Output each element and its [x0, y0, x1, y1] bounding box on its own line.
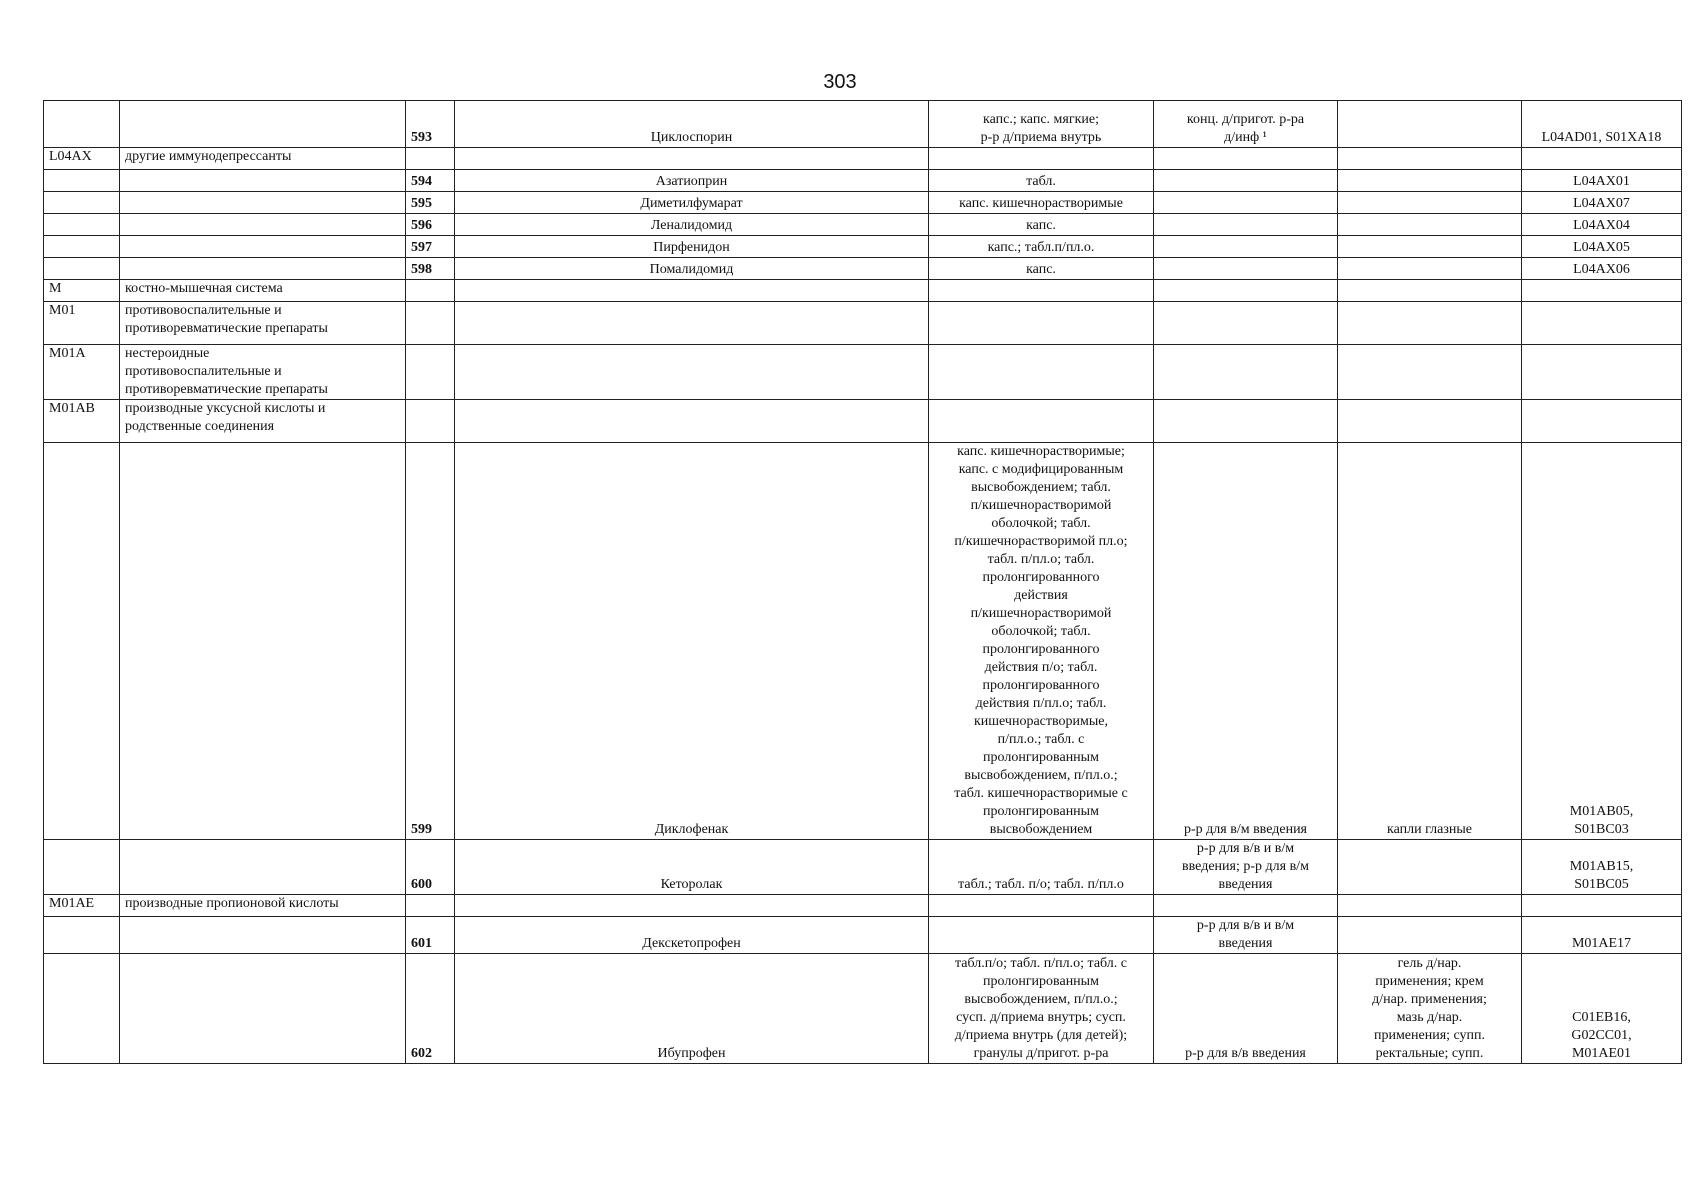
atc-codes [1522, 840, 1682, 895]
atc-group-code [44, 170, 120, 192]
dosage-forms-oral-line: высвобождением; табл. [971, 480, 1111, 495]
group-name-line: противоревматические препараты [125, 321, 328, 336]
group-name-line: противовоспалительные и [125, 303, 282, 318]
table-row [44, 101, 1682, 148]
dosage-forms-other-line: гель д/нар. [1397, 956, 1462, 971]
dosage-forms-oral-line: табл. п/пл.о; табл. [987, 552, 1095, 567]
item-number [406, 345, 455, 400]
dosage-forms-other [1338, 840, 1522, 895]
dosage-forms-oral [929, 148, 1154, 170]
atc-codes [1522, 258, 1682, 280]
dosage-forms-injection [1154, 840, 1338, 895]
drug-table [43, 100, 1682, 1064]
dosage-forms-injection [1154, 280, 1338, 302]
dosage-forms-oral-line: табл. [1026, 174, 1056, 189]
dosage-forms-oral-line: табл.; табл. п/о; табл. п/пл.о [958, 877, 1124, 892]
dosage-forms-oral-line: капс.; капс. мягкие; [983, 112, 1099, 127]
dosage-forms-other [1338, 345, 1522, 400]
dosage-forms-other-line: ректальные; супп. [1375, 1046, 1484, 1061]
group-name [120, 236, 406, 258]
dosage-forms-oral-line: действия п/о; табл. [984, 660, 1098, 675]
dosage-forms-other [1338, 192, 1522, 214]
table-row [44, 302, 1682, 345]
item-number: 600 [406, 840, 455, 895]
atc-group-code [44, 443, 120, 840]
dosage-forms-other [1338, 214, 1522, 236]
atc-codes-line: M01AB15, [1569, 859, 1634, 874]
drug-name [455, 148, 929, 170]
dosage-forms-other [1338, 954, 1522, 1064]
dosage-forms-oral-line: оболочкой; табл. [991, 516, 1091, 531]
atc-group-code: M01AE [44, 895, 120, 917]
dosage-forms-oral [929, 954, 1154, 1064]
dosage-forms-injection [1154, 954, 1338, 1064]
dosage-forms-injection-line: р-р для в/м введения [1184, 822, 1307, 837]
table-row [44, 148, 1682, 170]
dosage-forms-oral-line: табл.п/о; табл. п/пл.о; табл. с [954, 956, 1128, 971]
group-name [120, 954, 406, 1064]
dosage-forms-oral-line: капс. кишечнорастворимые; [957, 444, 1125, 459]
dosage-forms-oral [929, 840, 1154, 895]
dosage-forms-other [1338, 895, 1522, 917]
item-number [406, 400, 455, 443]
dosage-forms-oral [929, 214, 1154, 236]
dosage-forms-oral-line: пролонгированного [982, 642, 1100, 657]
atc-codes [1522, 954, 1682, 1064]
dosage-forms-oral-line: д/приема внутрь (для детей); [954, 1028, 1128, 1043]
dosage-forms-oral [929, 302, 1154, 345]
dosage-forms-oral [929, 443, 1154, 840]
dosage-forms-oral [929, 895, 1154, 917]
table-row [44, 443, 1682, 840]
atc-codes [1522, 400, 1682, 443]
group-name-line: нестероидные [125, 346, 210, 361]
dosage-forms-oral-line: оболочкой; табл. [991, 624, 1091, 639]
dosage-forms-injection [1154, 170, 1338, 192]
page-number: 303 [823, 71, 857, 93]
drug-name: Диметилфумарат [455, 192, 929, 214]
dosage-forms-injection-line: р-р для в/в введения [1185, 1046, 1306, 1061]
dosage-forms-injection [1154, 101, 1338, 148]
dosage-forms-injection-line: конц. д/пригот. р-ра [1186, 112, 1305, 127]
dosage-forms-oral-line: высвобождением, п/пл.о.; [964, 992, 1118, 1007]
dosage-forms-other-line: применения; супп. [1373, 1028, 1486, 1043]
atc-codes-line: L04AD01, S01XA18 [1541, 130, 1662, 145]
atc-codes [1522, 214, 1682, 236]
dosage-forms-injection [1154, 400, 1338, 443]
dosage-forms-other [1338, 101, 1522, 148]
table-row [44, 954, 1682, 1064]
table-row [44, 280, 1682, 302]
dosage-forms-oral [929, 345, 1154, 400]
group-name [120, 192, 406, 214]
item-number: 599 [406, 443, 455, 840]
group-name [120, 101, 406, 148]
group-name [120, 148, 406, 170]
dosage-forms-injection [1154, 214, 1338, 236]
dosage-forms-other [1338, 917, 1522, 954]
atc-group-code [44, 258, 120, 280]
atc-codes [1522, 148, 1682, 170]
dosage-forms-injection-line: введения [1218, 877, 1273, 892]
dosage-forms-injection-line: введения; р-р для в/м [1182, 859, 1309, 874]
atc-group-code [44, 214, 120, 236]
dosage-forms-oral-line: пролонгированным [983, 750, 1099, 765]
dosage-forms-injection-line: р-р для в/в и в/м [1196, 841, 1295, 856]
item-number: 601 [406, 917, 455, 954]
drug-name [455, 280, 929, 302]
group-name [120, 917, 406, 954]
atc-group-code: M01 [44, 302, 120, 345]
atc-codes-line: S01BC05 [1574, 877, 1629, 892]
atc-codes [1522, 345, 1682, 400]
table-row [44, 895, 1682, 917]
atc-codes-line: L04AX04 [1573, 218, 1630, 233]
atc-group-code: M [44, 280, 120, 302]
atc-group-code [44, 917, 120, 954]
dosage-forms-oral-line: п/кишечнорастворимой [970, 498, 1112, 513]
drug-name: Помалидомид [455, 258, 929, 280]
group-name-line: другие иммунодепрессанты [125, 149, 292, 164]
drug-name: Азатиоприн [455, 170, 929, 192]
dosage-forms-injection [1154, 345, 1338, 400]
dosage-forms-other [1338, 443, 1522, 840]
atc-group-code [44, 954, 120, 1064]
group-name [120, 895, 406, 917]
dosage-forms-oral-line: пролонгированного [982, 570, 1100, 585]
dosage-forms-injection [1154, 895, 1338, 917]
dosage-forms-oral-line: пролонгированным [983, 804, 1099, 819]
dosage-forms-oral-line: кишечнорастворимые, [973, 714, 1108, 729]
dosage-forms-injection [1154, 443, 1338, 840]
dosage-forms-other-line: капли глазные [1387, 822, 1472, 837]
item-number: 593 [406, 101, 455, 148]
dosage-forms-other [1338, 302, 1522, 345]
drug-name [455, 345, 929, 400]
table-row [44, 345, 1682, 400]
table-body [44, 101, 1682, 1064]
dosage-forms-other [1338, 258, 1522, 280]
table-row [44, 214, 1682, 236]
dosage-forms-oral [929, 258, 1154, 280]
dosage-forms-oral-line: высвобождением [989, 822, 1093, 837]
dosage-forms-oral-line: п/кишечнорастворимой пл.о; [954, 534, 1128, 549]
item-number: 595 [406, 192, 455, 214]
atc-codes [1522, 302, 1682, 345]
drug-name: Пирфенидон [455, 236, 929, 258]
atc-codes [1522, 192, 1682, 214]
atc-codes [1522, 443, 1682, 840]
table-row [44, 258, 1682, 280]
group-name-line: противовоспалительные и [125, 364, 282, 379]
atc-codes [1522, 280, 1682, 302]
drug-name [455, 302, 929, 345]
drug-name: Диклофенак [455, 443, 929, 840]
dosage-forms-oral-line: п/кишечнорастворимой [970, 606, 1112, 621]
dosage-forms-other [1338, 236, 1522, 258]
atc-group-code [44, 840, 120, 895]
item-number: 598 [406, 258, 455, 280]
dosage-forms-other-line: д/нар. применения; [1372, 992, 1487, 1007]
dosage-forms-oral [929, 917, 1154, 954]
dosage-forms-other [1338, 148, 1522, 170]
dosage-forms-other [1338, 400, 1522, 443]
dosage-forms-other [1338, 170, 1522, 192]
dosage-forms-oral [929, 236, 1154, 258]
atc-codes-line: M01AE01 [1571, 1046, 1632, 1061]
dosage-forms-injection-line: д/инф ¹ [1224, 130, 1267, 145]
dosage-forms-oral [929, 280, 1154, 302]
group-name [120, 302, 406, 345]
group-name [120, 400, 406, 443]
dosage-forms-oral-line: пролонгированным [983, 974, 1099, 989]
dosage-forms-injection [1154, 917, 1338, 954]
dosage-forms-injection [1154, 258, 1338, 280]
atc-codes [1522, 101, 1682, 148]
dosage-forms-oral-line: капс. [1026, 218, 1056, 233]
atc-group-code: M01AB [44, 400, 120, 443]
atc-codes-line: G02CC01, [1571, 1028, 1632, 1043]
atc-codes-line: L04AX07 [1573, 196, 1630, 211]
table-row [44, 170, 1682, 192]
item-number: 597 [406, 236, 455, 258]
atc-codes-line: M01AB05, [1569, 804, 1634, 819]
group-name [120, 258, 406, 280]
atc-codes [1522, 895, 1682, 917]
drug-name: Кеторолак [455, 840, 929, 895]
atc-codes-line: L04AX01 [1573, 174, 1630, 189]
item-number [406, 280, 455, 302]
table-row [44, 192, 1682, 214]
group-name [120, 840, 406, 895]
dosage-forms-oral-line: пролонгированного [982, 678, 1100, 693]
atc-group-code: L04AX [44, 148, 120, 170]
dosage-forms-injection [1154, 302, 1338, 345]
dosage-forms-injection [1154, 236, 1338, 258]
atc-codes [1522, 917, 1682, 954]
atc-codes-line: S01BC03 [1574, 822, 1629, 837]
atc-group-code [44, 192, 120, 214]
item-number [406, 148, 455, 170]
atc-group-code: M01A [44, 345, 120, 400]
dosage-forms-oral-line: капс. с модифицированным [958, 462, 1124, 477]
dosage-forms-other [1338, 280, 1522, 302]
group-name [120, 214, 406, 236]
dosage-forms-other-line: применения; крем [1375, 974, 1484, 989]
drug-name [455, 895, 929, 917]
item-number [406, 895, 455, 917]
dosage-forms-oral-line: действия [1014, 588, 1068, 603]
dosage-forms-injection [1154, 148, 1338, 170]
dosage-forms-injection [1154, 192, 1338, 214]
group-name [120, 443, 406, 840]
atc-codes-line: C01EB16, [1572, 1010, 1631, 1025]
atc-group-code [44, 236, 120, 258]
dosage-forms-oral-line: гранулы д/пригот. р-ра [973, 1046, 1109, 1061]
dosage-forms-oral [929, 170, 1154, 192]
dosage-forms-oral-line: капс.; табл.п/пл.о. [987, 240, 1095, 255]
group-name-line: родственные соединения [125, 419, 275, 434]
drug-name: Декскетопрофен [455, 917, 929, 954]
table-row [44, 236, 1682, 258]
dosage-forms-oral-line: сусп. д/приема внутрь; сусп. [956, 1010, 1126, 1025]
group-name-line: производные уксусной кислоты и [125, 401, 326, 416]
table-row [44, 840, 1682, 895]
atc-codes [1522, 236, 1682, 258]
drug-name: Циклоспорин [455, 101, 929, 148]
atc-group-code [44, 101, 120, 148]
dosage-forms-oral-line: капс. [1026, 262, 1056, 277]
dosage-forms-oral [929, 101, 1154, 148]
group-name-line: костно-мышечная система [125, 281, 283, 296]
table-row [44, 400, 1682, 443]
group-name-line: противоревматические препараты [125, 382, 328, 397]
item-number: 602 [406, 954, 455, 1064]
item-number [406, 302, 455, 345]
dosage-forms-oral-line: п/пл.о.; табл. с [997, 732, 1085, 747]
atc-codes-line: L04AX06 [1573, 262, 1630, 277]
dosage-forms-other-line: мазь д/нар. [1396, 1010, 1463, 1025]
item-number: 594 [406, 170, 455, 192]
atc-codes [1522, 170, 1682, 192]
group-name [120, 170, 406, 192]
drug-name [455, 400, 929, 443]
dosage-forms-oral [929, 192, 1154, 214]
dosage-forms-oral-line: табл. кишечнорастворимые с [954, 786, 1128, 801]
item-number: 596 [406, 214, 455, 236]
dosage-forms-oral-line: высвобождением, п/пл.о.; [964, 768, 1118, 783]
table-row [44, 917, 1682, 954]
drug-name: Ибупрофен [455, 954, 929, 1064]
drug-name: Леналидомид [455, 214, 929, 236]
group-name-line: производные пропионовой кислоты [125, 896, 339, 911]
dosage-forms-injection-line: р-р для в/в и в/м [1196, 918, 1295, 933]
dosage-forms-oral-line: капс. кишечнорастворимые [959, 196, 1123, 211]
group-name [120, 345, 406, 400]
dosage-forms-injection-line: введения [1218, 936, 1273, 951]
dosage-forms-oral [929, 400, 1154, 443]
atc-codes-line: M01AE17 [1571, 936, 1632, 951]
dosage-forms-oral-line: р-р д/приема внутрь [980, 130, 1102, 145]
group-name [120, 280, 406, 302]
atc-codes-line: L04AX05 [1573, 240, 1630, 255]
dosage-forms-oral-line: действия п/пл.о; табл. [975, 696, 1107, 711]
